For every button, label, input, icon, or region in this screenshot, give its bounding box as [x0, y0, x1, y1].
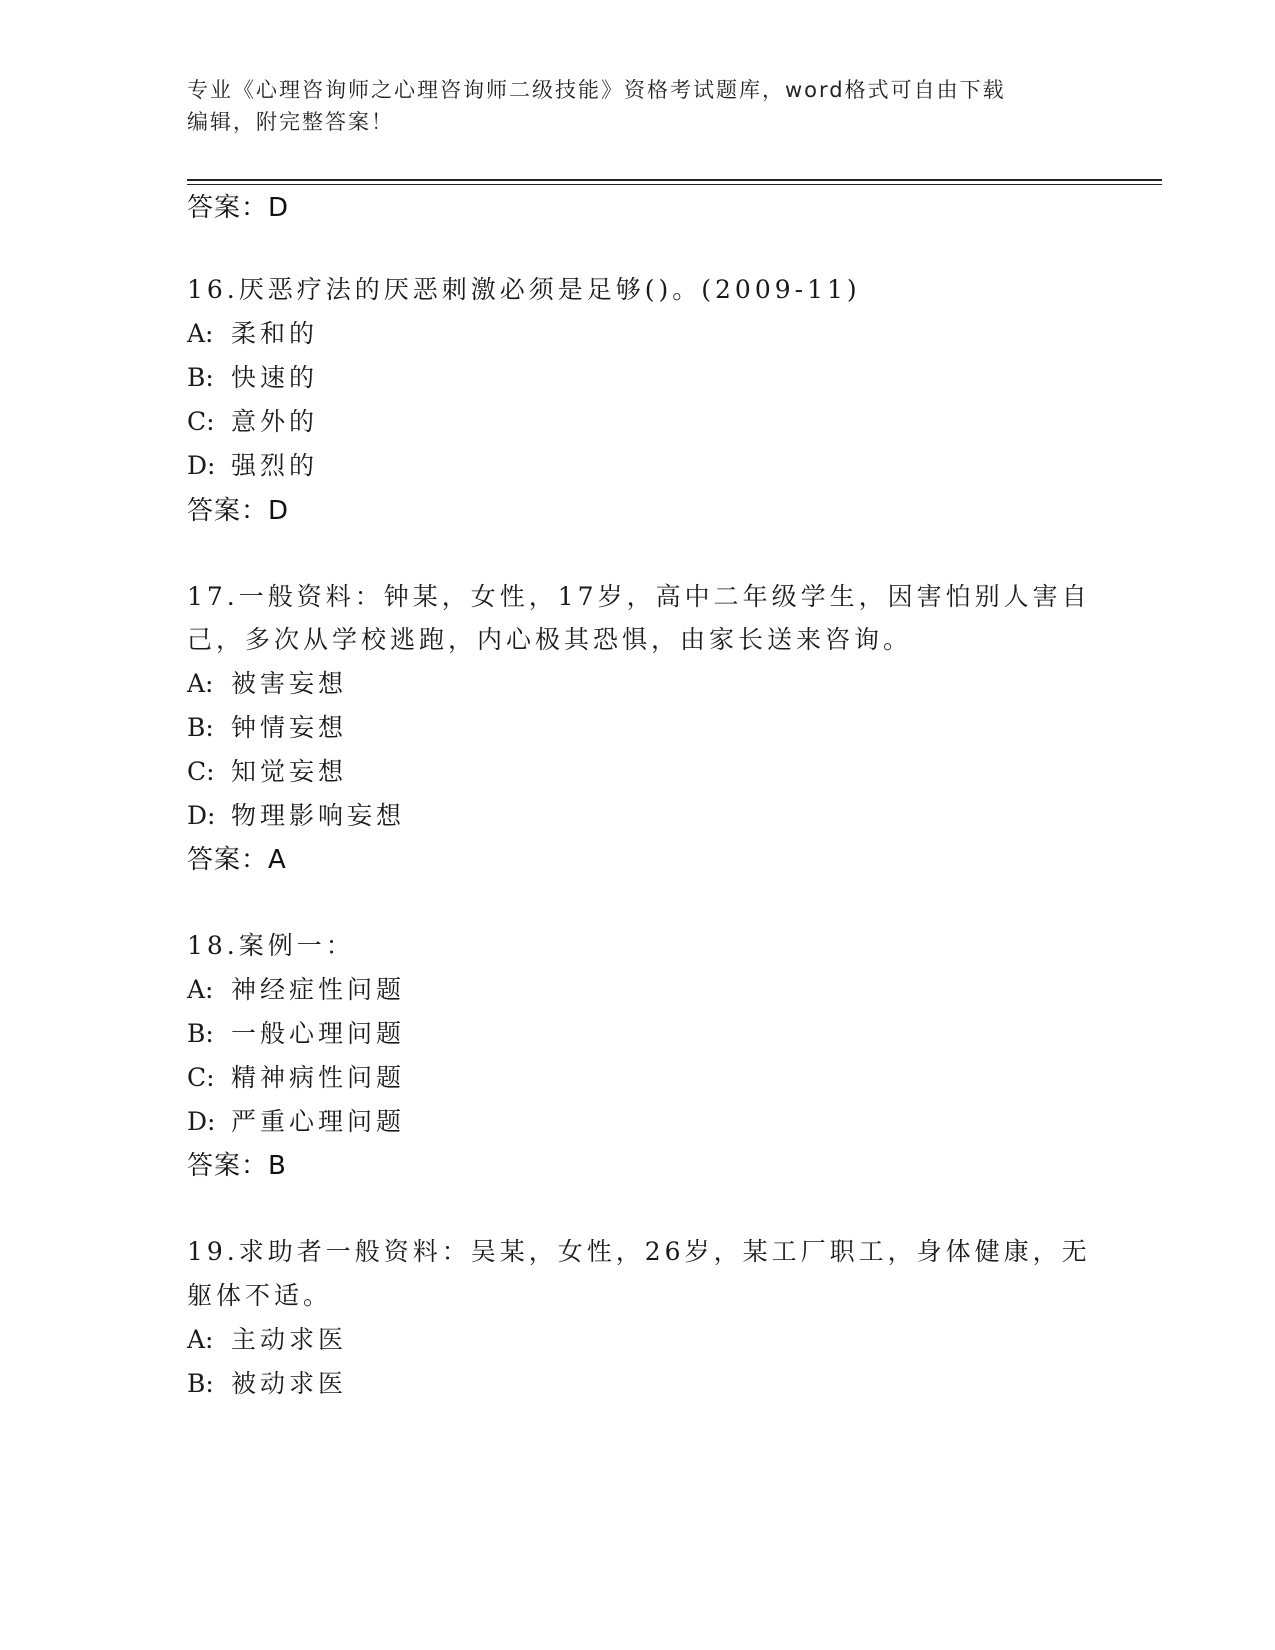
header-divider-thin: [187, 184, 1162, 185]
question-17-option-d: [187, 801, 405, 831]
option-letter: A:: [187, 1325, 214, 1354]
option-letter: B:: [187, 1019, 214, 1048]
option-letter: C:: [187, 407, 215, 436]
question-18-option-d: [187, 1107, 405, 1137]
question-19-option-a: [187, 1325, 347, 1355]
question-16-text: 16.厌恶疗法的厌恶刺激必须是足够()。(2009-11): [187, 275, 861, 304]
question-16-option-a: [187, 319, 318, 349]
option-text: 被害妄想: [231, 669, 348, 698]
question-18-option-c: [187, 1063, 405, 1093]
option-text: 意外的: [231, 407, 319, 436]
question-19-text-line-2: 躯体不适。: [187, 1281, 333, 1310]
option-letter: A:: [187, 319, 214, 348]
option-text: 物理影响妄想: [231, 801, 406, 830]
option-letter: C:: [187, 1063, 215, 1092]
option-letter: A:: [187, 975, 214, 1004]
question-17-answer: 答案：A: [187, 845, 287, 875]
question-18-option-b: [187, 1019, 405, 1049]
option-text: 神经症性问题: [231, 975, 406, 1004]
option-text: 柔和的: [231, 319, 319, 348]
question-18-text: 18.案例一：: [187, 931, 355, 960]
option-text: 严重心理问题: [231, 1107, 406, 1136]
option-letter: D:: [187, 451, 216, 480]
option-letter: B:: [187, 713, 214, 742]
document-header: [187, 74, 1067, 138]
option-letter: C:: [187, 757, 215, 786]
option-text: 被动求医: [231, 1369, 348, 1398]
header-line-1: 专业《心理咨询师之心理咨询师二级技能》资格考试题库，word格式可自由下载: [187, 78, 1006, 102]
question-19-option-b: [187, 1369, 347, 1399]
question-17-text-line-1: 17.一般资料：钟某，女性，17岁，高中二年级学生，因害怕别人害自: [187, 582, 1091, 611]
question-17-option-b: [187, 713, 347, 743]
question-16-option-c: [187, 407, 318, 437]
option-text: 主动求医: [231, 1325, 348, 1354]
question-16-answer: 答案：D: [187, 496, 290, 526]
option-letter: B:: [187, 1369, 214, 1398]
question-17-option-c: [187, 757, 347, 787]
question-19-text-line-1: 19.求助者一般资料：吴某，女性，26岁，某工厂职工，身体健康，无: [187, 1237, 1091, 1266]
question-16-option-b: [187, 363, 318, 393]
question-18-option-a: [187, 975, 405, 1005]
header-divider-thick: [187, 179, 1162, 181]
question-18-answer: 答案：B: [187, 1151, 287, 1181]
option-letter: A:: [187, 669, 214, 698]
option-text: 强烈的: [231, 451, 319, 480]
header-line-2: 编辑，附完整答案！: [187, 110, 394, 134]
question-17-option-a: [187, 669, 347, 699]
option-text: 钟情妄想: [231, 713, 348, 742]
question-16-option-d: [187, 451, 318, 481]
option-letter: D:: [187, 1107, 216, 1136]
option-letter: D:: [187, 801, 216, 830]
option-text: 快速的: [231, 363, 319, 392]
previous-answer: 答案：D: [187, 193, 290, 223]
option-text: 精神病性问题: [231, 1063, 406, 1092]
option-text: 知觉妄想: [231, 757, 348, 786]
option-text: 一般心理问题: [231, 1019, 406, 1048]
option-letter: B:: [187, 363, 214, 392]
question-17-text-line-2: 己，多次从学校逃跑，内心极其恐惧，由家长送来咨询。: [187, 625, 913, 654]
